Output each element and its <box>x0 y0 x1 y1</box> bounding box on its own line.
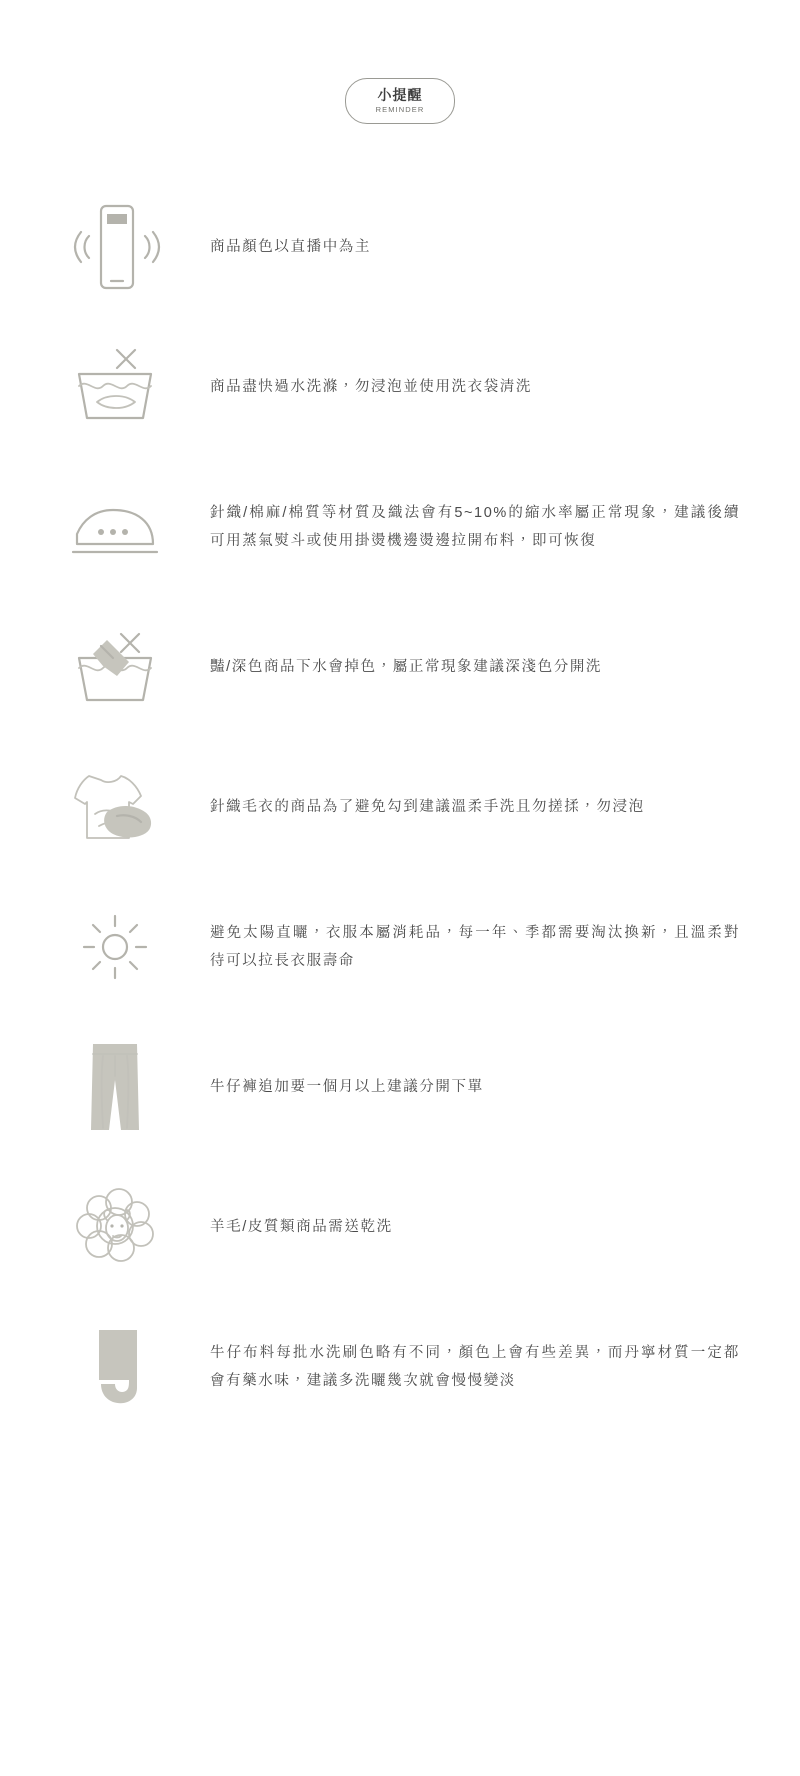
note-text: 牛仔褲追加要一個月以上建議分開下單 <box>210 1078 484 1095</box>
icon-cell <box>20 472 210 582</box>
text-cell <box>210 793 780 821</box>
list-item <box>20 186 780 308</box>
badge-subtitle: REMINDER <box>375 105 425 115</box>
icon-cell <box>20 752 210 862</box>
text-cell <box>210 373 780 401</box>
reminder-list <box>0 186 800 1526</box>
icon-cell <box>20 1172 210 1282</box>
note-text: 羊毛/皮質類商品需送乾洗 <box>210 1218 393 1235</box>
note-text: 牛仔布料每批水洗刷色略有不同，顏色上會有些差異，而丹寧材質一定都會有藥水味，建議多洗曬幾次就會慢慢變淡 <box>210 1344 740 1389</box>
icon-cell <box>20 892 210 1002</box>
icon-cell <box>20 1032 210 1142</box>
text-cell <box>210 653 780 681</box>
text-cell <box>210 1073 780 1101</box>
note-text: 商品盡快過水洗滌，勿浸泡並使用洗衣袋清洗 <box>210 378 532 395</box>
fabric-swatch-icon <box>55 1312 175 1422</box>
page-header <box>0 0 800 124</box>
list-item <box>20 1026 780 1148</box>
phone-livestream-icon <box>55 192 175 302</box>
text-cell <box>210 1213 780 1241</box>
note-text: 針織毛衣的商品為了避免勾到建議溫柔手洗且勿搓揉，勿浸泡 <box>210 798 645 815</box>
text-cell <box>210 1339 780 1396</box>
text-cell <box>210 233 780 261</box>
list-item <box>20 746 780 868</box>
list-item <box>20 886 780 1008</box>
list-item <box>20 466 780 588</box>
hand-wash-sweater-icon <box>55 752 175 862</box>
note-text: 避免太陽直曬，衣服本屬消耗品，每一年、季都需要淘汰換新，且溫柔對待可以拉長衣服壽命 <box>210 924 740 969</box>
badge-title: 小提醒 <box>377 86 423 103</box>
no-bleach-color-run-icon <box>55 612 175 722</box>
steam-iron-icon <box>55 472 175 582</box>
note-text: 豔/深色商品下水會掉色，屬正常現象建議深淺色分開洗 <box>210 658 603 675</box>
icon-cell <box>20 1312 210 1422</box>
reminder-badge <box>345 78 455 124</box>
list-item <box>20 326 780 448</box>
list-item <box>20 1166 780 1288</box>
note-text: 針織/棉麻/棉質等材質及織法會有5~10%的縮水率屬正常現象，建議後續可用蒸氣熨斗或使用掛燙機邊燙邊拉開布料，即可恢復 <box>210 504 740 549</box>
sun-no-direct-sunlight-icon <box>55 892 175 1002</box>
note-text: 商品顏色以直播中為主 <box>210 238 371 255</box>
list-item <box>20 606 780 728</box>
denim-jeans-icon <box>55 1032 175 1142</box>
icon-cell <box>20 332 210 442</box>
list-item <box>20 1306 780 1428</box>
icon-cell <box>20 192 210 302</box>
text-cell <box>210 499 780 556</box>
icon-cell <box>20 612 210 722</box>
no-soak-wash-basin-icon <box>55 332 175 442</box>
text-cell <box>210 919 780 976</box>
sheep-wool-icon <box>55 1172 175 1282</box>
